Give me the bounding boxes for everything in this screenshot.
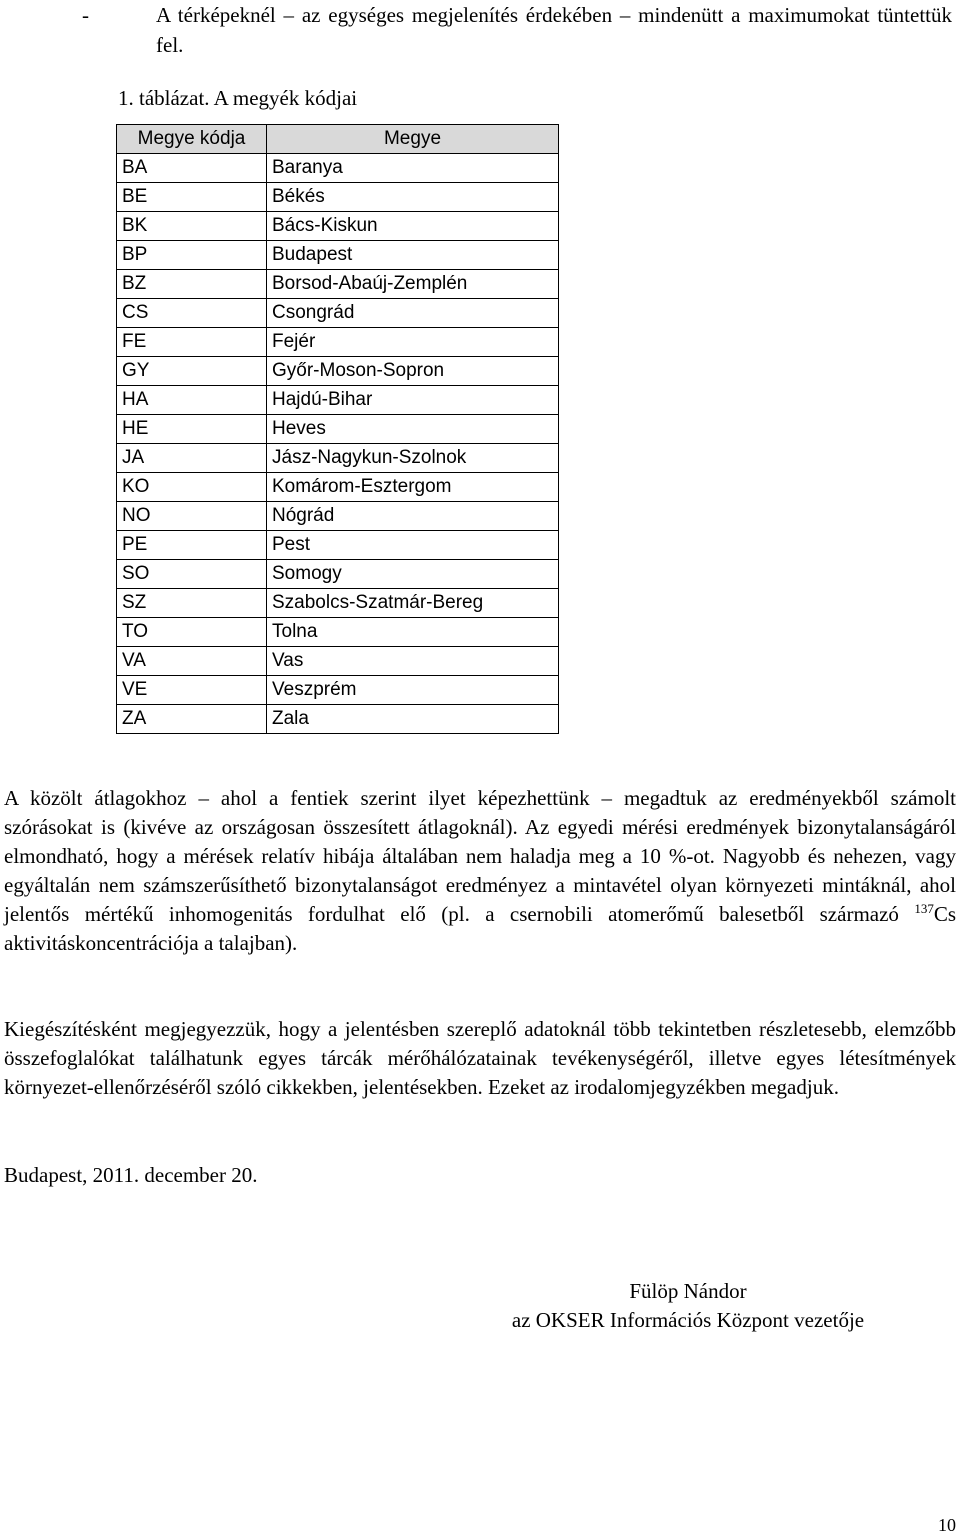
county-name-cell: Vas [267,647,559,676]
county-code-cell: GY [117,357,267,386]
county-code-cell: FE [117,328,267,357]
county-code-cell: BA [117,154,267,183]
table-row [117,676,559,705]
header-county: Megye [267,125,559,154]
table-caption: 1. táblázat. A megyék kódjai [118,86,358,110]
place-date: Budapest, 2011. december 20. [4,1163,258,1187]
header-county-code: Megye kódja [117,125,267,154]
table-row [117,473,559,502]
county-code-cell: BK [117,212,267,241]
table-row [117,183,559,212]
table-row [117,154,559,183]
county-name-cell: Szabolcs-Szatmár-Bereg [267,589,559,618]
county-name-cell: Zala [267,705,559,734]
table-row [117,705,559,734]
county-code-cell: BE [117,183,267,212]
table-row [117,299,559,328]
table-row [117,531,559,560]
paragraph-uncertainty-main: A közölt átlagokhoz – ahol a fentiek szerint ilyet képezhettünk – megadtuk az eredményekből számolt szórásokat is (kivéve az országosan összesített átlagoknál). Az egyedi mérési eredmények bizonytalanságáról elmondható, hogy a mérések relatív hibája általában nem haladja meg a 10 %-ot. Nagyobb és nehezen, vagy egyáltalán nem számszerűsíthető bizonytalanságot eredményez a mintavétel olyan környezeti mintáknál, ahol jelentős mértékű inhomogenitás fordulhat elő (pl. a csernobili atomerőmű balesetből származó [4,786,956,926]
table-row [117,415,559,444]
table-row [117,270,559,299]
table-row [117,589,559,618]
table-row [117,212,559,241]
signature-name: Fülöp Nándor [629,1279,747,1303]
county-code-cell: HE [117,415,267,444]
county-name-cell: Baranya [267,154,559,183]
county-code-cell: ZA [117,705,267,734]
isotope-mass-number: 137 [914,901,934,916]
table-header-row [117,125,559,154]
bullet-text: A térképeknél – az egységes megjelenítés érdekében – mindenütt a maximumokat tüntettük fel. [156,3,952,57]
county-name-cell: Heves [267,415,559,444]
county-name-cell: Pest [267,531,559,560]
county-name-cell: Jász-Nagykun-Szolnok [267,444,559,473]
county-code-cell: KO [117,473,267,502]
signature-title: az OKSER Információs Központ vezetője [511,1308,865,1332]
county-code-cell: BZ [117,270,267,299]
paragraph-supplement: Kiegészítésként megjegyezzük, hogy a jelentésben szereplő adatoknál több tekintetben részletesebb, elemzőbb összefoglalókat találhatunk egyes tárcák mérőhálózatainak tevékenységéről, illetve egyes létesítmények környezet-ellenőrzéséről szóló cikkekben, jelentésekben. Ezeket az irodalomjegyzékben megadjuk. [4,1017,956,1099]
county-code-cell: SZ [117,589,267,618]
page-number: 10 [938,1515,956,1535]
county-name-cell: Csongrád [267,299,559,328]
county-name-cell: Fejér [267,328,559,357]
table-row [117,560,559,589]
county-name-cell: Győr-Moson-Sopron [267,357,559,386]
county-name-cell: Veszprém [267,676,559,705]
county-name-cell: Borsod-Abaúj-Zemplén [267,270,559,299]
county-code-cell: BP [117,241,267,270]
table-row [117,357,559,386]
county-name-cell: Békés [267,183,559,212]
county-name-cell: Nógrád [267,502,559,531]
bullet-marker: - [82,3,89,27]
table-row [117,241,559,270]
paragraph-uncertainty [4,784,956,958]
county-name-cell: Somogy [267,560,559,589]
table-row [117,386,559,415]
table-row [117,328,559,357]
county-code-cell: HA [117,386,267,415]
county-code-cell: TO [117,618,267,647]
table-body [117,154,559,734]
paragraph-uncertainty-tail: aktivitáskoncentrációja a talajban). [4,931,298,955]
county-codes-table [116,124,559,734]
county-code-cell: SO [117,560,267,589]
county-code-cell: CS [117,299,267,328]
isotope-symbol: Cs [933,902,956,926]
county-code-cell: VA [117,647,267,676]
county-name-cell: Hajdú-Bihar [267,386,559,415]
county-name-cell: Tolna [267,618,559,647]
county-code-cell: VE [117,676,267,705]
table-row [117,618,559,647]
county-name-cell: Budapest [267,241,559,270]
county-name-cell: Komárom-Esztergom [267,473,559,502]
table-row [117,647,559,676]
county-name-cell: Bács-Kiskun [267,212,559,241]
bullet-item [82,0,952,60]
table-row [117,502,559,531]
table-row [117,444,559,473]
county-code-cell: NO [117,502,267,531]
county-code-cell: JA [117,444,267,473]
county-code-cell: PE [117,531,267,560]
